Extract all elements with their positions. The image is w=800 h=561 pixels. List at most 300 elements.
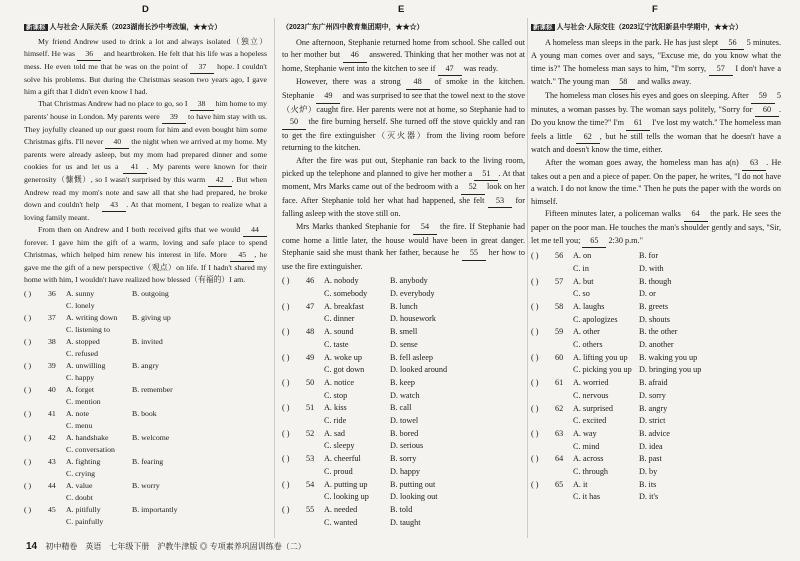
- option-c: C. ride: [324, 416, 347, 426]
- question-number: 53: [306, 454, 315, 464]
- question-row: [24, 480, 267, 492]
- option-b: B. past: [639, 454, 662, 464]
- question-row-continued: [24, 516, 267, 528]
- section-f-column: [531, 22, 781, 504]
- question-row: [282, 275, 525, 288]
- option-c: C. others: [573, 340, 603, 350]
- answer-blank: 43: [102, 199, 126, 212]
- footer-text: 初中精卷 英语 七年级下册 沪教牛津版 ◎ 专项素养巩固训练卷（二）: [45, 542, 306, 551]
- question-number: 55: [306, 504, 315, 514]
- question-row-continued: [24, 420, 267, 432]
- passage-paragraph: [282, 76, 525, 155]
- section-header: [282, 22, 525, 35]
- answer-blank: 48: [406, 76, 430, 90]
- option-c: C. it has: [573, 492, 601, 502]
- option-d: D. taught: [390, 517, 421, 527]
- answer-bracket: ( ): [282, 403, 290, 413]
- option-b: B. angry: [132, 361, 159, 370]
- question-number: 57: [555, 276, 564, 286]
- answer-bracket: ( ): [531, 378, 539, 388]
- passage-text: . My parents were known for their generosity（慷慨）, so I wasn't surprised by this warm: [24, 162, 267, 184]
- answer-bracket: ( ): [24, 337, 32, 346]
- question-row: [531, 479, 781, 492]
- option-b: B. putting out: [390, 479, 436, 489]
- section-header: [24, 22, 267, 34]
- option-c: C. happy: [66, 373, 95, 382]
- option-b: B. though: [639, 276, 672, 286]
- option-b: B. for: [639, 251, 659, 261]
- answer-bracket: ( ): [24, 409, 32, 418]
- section-source: 人与社会·人际关系（2023湖南长沙中考改编，★★☆）: [49, 24, 222, 31]
- options-list: [282, 275, 525, 529]
- question-row-continued: [531, 390, 781, 403]
- passage-text: , but he still tells the woman that he doesn't have a watch and doesn't know the time, either.: [531, 131, 781, 155]
- passage-text: the park. He sees the paper on the poor man. He touches the man's shoulder gently and says, "Sir, let me tell you;: [531, 209, 781, 245]
- question-row: [531, 453, 781, 466]
- passage-text: for falling asleep with the stove still on.: [282, 195, 525, 219]
- options-list: [24, 288, 267, 528]
- passage-text: 2:30 p.m.": [606, 235, 643, 245]
- answer-blank: 49: [316, 90, 340, 104]
- option-b: B. told: [390, 504, 413, 514]
- option-c: C. proud: [324, 466, 353, 476]
- answer-bracket: ( ): [24, 385, 32, 394]
- passage-text: However, there was a strong: [296, 77, 406, 87]
- option-a: A. nobody: [324, 276, 359, 286]
- option-c: C. crying: [66, 469, 96, 478]
- question-number: 51: [306, 403, 315, 413]
- question-row: [24, 504, 267, 516]
- course-tag: 新课标: [533, 24, 553, 31]
- answer-bracket: ( ): [531, 479, 539, 489]
- answer-blank: 46: [343, 49, 367, 63]
- option-c: C. somebody: [324, 288, 368, 298]
- question-row-continued: [282, 491, 525, 504]
- option-a: A. surprised: [573, 403, 614, 413]
- question-number: 59: [555, 327, 564, 337]
- option-a: A. cheerful: [324, 454, 361, 464]
- question-row: [24, 408, 267, 420]
- section-d-letter: D: [142, 4, 149, 15]
- passage-text: After the fire was put out, Stephanie ran back to the living room, picked up the telephone and planned to give her mother a: [282, 155, 525, 178]
- option-b: B. keep: [390, 377, 416, 387]
- option-b: B. remember: [132, 385, 173, 394]
- option-a: A. sunny: [66, 289, 95, 298]
- answer-blank: 38: [190, 98, 214, 111]
- question-number: 41: [48, 409, 56, 418]
- option-c: C. sleepy: [324, 441, 355, 451]
- option-c: C. doubt: [66, 493, 93, 502]
- answer-bracket: ( ): [24, 289, 32, 298]
- answer-blank: 39: [162, 111, 186, 124]
- passage-text: Fifteen minutes later, a policeman walks: [545, 209, 684, 219]
- answer-blank: 40: [105, 136, 129, 149]
- answer-bracket: ( ): [282, 454, 290, 464]
- option-b: B. angry: [639, 403, 668, 413]
- answer-bracket: ( ): [24, 457, 32, 466]
- passage-text: , he gave me the gift of a new perspective（观点）on life. If I hadn't shared my home with him, I wouldn't have realized how blessed（有福的）I am.: [24, 250, 267, 284]
- answer-blank: 55: [462, 247, 486, 261]
- option-d: D. or: [639, 289, 656, 299]
- option-d: D. everybody: [390, 288, 435, 298]
- option-c: C. so: [573, 289, 590, 299]
- option-b: B. afraid: [639, 378, 668, 388]
- option-a: A. breakfast: [324, 301, 365, 311]
- answer-blank: 54: [413, 221, 437, 235]
- question-row-continued: [282, 415, 525, 428]
- passage-paragraph: [531, 90, 781, 157]
- option-a: A. on: [573, 251, 592, 261]
- passage-text: From then on Andrew and I both received gifts that we would: [38, 225, 243, 234]
- answer-blank: 41: [123, 161, 147, 174]
- option-c: C. conversation: [66, 445, 115, 454]
- option-d: D. watch: [390, 390, 420, 400]
- answer-blank: 60: [755, 104, 779, 118]
- question-row-continued: [24, 396, 267, 408]
- page-number: 14: [26, 541, 38, 552]
- question-row: [531, 250, 781, 263]
- question-number: 62: [555, 403, 564, 413]
- question-row-continued: [282, 517, 525, 530]
- option-a: A. notice: [324, 377, 355, 387]
- question-row-continued: [531, 466, 781, 479]
- option-a: A. value: [66, 481, 93, 490]
- option-a: A. across: [573, 454, 604, 464]
- option-a: A. note: [66, 409, 89, 418]
- section-f-letter: F: [652, 4, 658, 15]
- passage-text: and heartbroken. He felt that his life was a hopeless mess. He even told me that he was on the point of: [24, 49, 268, 71]
- option-d: D. another: [639, 340, 674, 350]
- question-row: [531, 428, 781, 441]
- answer-bracket: ( ): [282, 276, 290, 286]
- question-row-continued: [24, 300, 267, 312]
- answer-blank: 36: [77, 48, 101, 61]
- option-b: B. the other: [639, 327, 678, 337]
- option-a: A. sound: [324, 327, 354, 337]
- question-row-continued: [531, 314, 781, 327]
- passage-text: the fire burning herself. She turned off the stove quickly and ran to get the fire extinguisher（灭火器）from the living room before returning to the kitchen.: [282, 117, 525, 153]
- question-row-continued: [531, 288, 781, 301]
- question-row: [24, 456, 267, 468]
- option-b: B. its: [639, 479, 657, 489]
- option-b: B. giving up: [132, 313, 171, 322]
- question-row-continued: [282, 440, 525, 453]
- question-number: 65: [555, 479, 564, 489]
- answer-blank: 57: [709, 63, 733, 77]
- column-divider: [527, 18, 528, 538]
- question-row-continued: [282, 364, 525, 377]
- passage-text: 5 minutes. A young man comes over and says, "Excuse me, do you know what the time is?" The homeless man says to him, "I'm sorry,: [531, 37, 781, 73]
- question-row: [531, 352, 781, 365]
- question-row: [24, 360, 267, 372]
- option-d: D. sorry: [639, 390, 666, 400]
- option-a: A. kiss: [324, 403, 347, 413]
- question-row-continued: [282, 339, 525, 352]
- question-number: 58: [555, 301, 564, 311]
- option-d: D. looking out: [390, 492, 438, 502]
- question-number: 54: [306, 479, 315, 489]
- passage-text: I've lost my watch." The homeless man feels a little: [531, 118, 781, 141]
- question-row-continued: [24, 444, 267, 456]
- option-c: C. wanted: [324, 517, 358, 527]
- option-b: B. advice: [639, 428, 670, 438]
- section-source: （2023广东广州四中教育集团期中，★★☆）: [282, 24, 424, 31]
- option-d: D. housework: [390, 314, 436, 324]
- answer-blank: 44: [243, 224, 267, 237]
- passage-text: the fire. If Stephanie had come home a little later, the house would have been in great danger. Stephanie said she must thank her father, because he: [282, 221, 525, 258]
- option-a: A. way: [573, 428, 597, 438]
- answer-bracket: ( ): [531, 301, 539, 311]
- answer-bracket: ( ): [531, 251, 539, 261]
- question-row: [531, 403, 781, 416]
- question-row-continued: [282, 390, 525, 403]
- option-d: D. bringing you up: [639, 365, 702, 375]
- option-a: A. laughs: [573, 301, 605, 311]
- question-number: 36: [48, 289, 56, 298]
- question-row-continued: [531, 415, 781, 428]
- option-b: B. invited: [132, 337, 163, 346]
- section-source: 人与社会·人际交往（2023辽宁沈阳新县中学期中，★★☆）: [556, 24, 743, 31]
- question-row-continued: [531, 364, 781, 377]
- question-row: [531, 276, 781, 289]
- option-b: B. outgoing: [132, 289, 169, 298]
- question-row: [282, 428, 525, 441]
- question-number: 50: [306, 377, 315, 387]
- question-number: 49: [306, 352, 315, 362]
- answer-blank: 37: [190, 61, 214, 74]
- answer-blank: 63: [742, 157, 766, 171]
- answer-blank: 65: [582, 235, 606, 249]
- option-d: D. strict: [639, 416, 666, 426]
- question-row-continued: [282, 313, 525, 326]
- question-row: [531, 326, 781, 339]
- question-number: 43: [48, 457, 56, 466]
- answer-bracket: ( ): [531, 327, 539, 337]
- answer-bracket: ( ): [282, 504, 290, 514]
- question-row-continued: [24, 324, 267, 336]
- option-a: A. handshake: [66, 433, 109, 442]
- option-a: A. pitifully: [66, 505, 101, 514]
- option-a: A. stopped: [66, 337, 100, 346]
- passage-text: A homeless man sleeps in the park. He has just slept: [545, 37, 721, 47]
- option-b: B. fearing: [132, 457, 164, 466]
- option-c: C. in: [573, 263, 589, 273]
- answer-blank: 53: [488, 195, 512, 209]
- passage-text: . At that moment, Mrs Marks came out of the bedroom with a: [282, 168, 526, 192]
- option-c: C. mind: [573, 441, 600, 451]
- answer-blank: 42: [208, 174, 232, 187]
- option-d: D. towel: [390, 416, 419, 426]
- answer-bracket: ( ): [24, 361, 32, 370]
- option-c: C. got down: [324, 365, 365, 375]
- question-row: [24, 336, 267, 348]
- option-c: C. looking up: [324, 492, 369, 502]
- passage-text: to have him stay with us. They joyfully cleaned up our guest room for him and even bought him some Christmas gifts. I'll never: [24, 112, 267, 146]
- passage-text: . Do you know the time?" I'm: [531, 104, 781, 128]
- section-header: [531, 22, 781, 35]
- option-a: A. writing down: [66, 313, 118, 322]
- option-c: C. listening to: [66, 325, 110, 334]
- question-number: 60: [555, 352, 564, 362]
- option-d: D. happy: [390, 466, 421, 476]
- question-row-continued: [531, 263, 781, 276]
- option-c: C. refused: [66, 349, 99, 358]
- answer-bracket: ( ): [531, 403, 539, 413]
- answer-blank: 58: [611, 76, 635, 90]
- answer-blank: 64: [684, 208, 708, 222]
- answer-blank: 52: [461, 181, 485, 195]
- answer-blank: 62: [576, 131, 600, 145]
- passage-text: answered. Thinking that her mother was not at home, Stephanie went into the kitchen to see if: [282, 50, 525, 73]
- option-b: B. book: [132, 409, 157, 418]
- option-c: C. nervous: [573, 390, 609, 400]
- question-number: 44: [48, 481, 56, 490]
- option-c: C. excited: [573, 416, 607, 426]
- answer-bracket: ( ): [24, 481, 32, 490]
- question-number: 42: [48, 433, 56, 442]
- answer-bracket: ( ): [531, 428, 539, 438]
- option-a: A. it: [573, 479, 588, 489]
- answer-bracket: ( ): [282, 377, 290, 387]
- question-row-continued: [24, 372, 267, 384]
- answer-blank: 56: [720, 37, 744, 51]
- question-number: 63: [555, 428, 564, 438]
- question-number: 47: [306, 301, 315, 311]
- option-a: A. lifting you up: [573, 352, 628, 362]
- passage-text: him home to my parents' house in London. My parents were: [24, 99, 267, 121]
- passage-paragraph: [24, 98, 267, 224]
- passage-text: look on her face. After Stephanie told her what had happened, she felt: [282, 182, 525, 205]
- option-a: A. other: [573, 327, 600, 337]
- passage-text: After the woman goes away, the homeless man has a(n): [545, 157, 743, 167]
- option-c: C. painfully: [66, 517, 104, 526]
- option-c: C. apologizes: [573, 314, 618, 324]
- question-number: 38: [48, 337, 56, 346]
- option-b: B. waking you up: [639, 352, 698, 362]
- option-b: B. sorry: [390, 454, 417, 464]
- question-row-continued: [282, 288, 525, 301]
- answer-bracket: ( ): [531, 276, 539, 286]
- column-divider: [274, 18, 275, 538]
- answer-bracket: ( ): [282, 301, 290, 311]
- passage-text: . He takes out a pen and a piece of paper. On the paper, he writes, "I do not have a watch. I do not know the time." Then he puts the paper with the words on himself.: [531, 157, 782, 206]
- passage-paragraph: [282, 221, 525, 273]
- passage-text: That Christmas Andrew had no place to go, so I: [38, 99, 190, 108]
- question-number: 45: [48, 505, 56, 514]
- question-number: 52: [306, 428, 315, 438]
- passage-text: I don't have a watch." The young man: [531, 63, 781, 87]
- option-a: A. putting up: [324, 479, 368, 489]
- answer-bracket: ( ): [282, 479, 290, 489]
- answer-blank: 50: [282, 116, 306, 130]
- option-b: B. fell asleep: [390, 352, 433, 362]
- question-row-continued: [282, 466, 525, 479]
- option-a: A. woke up: [324, 352, 362, 362]
- option-d: D. serious: [390, 441, 424, 451]
- passage-text: The homeless man closes his eyes and goes on sleeping. After: [545, 90, 751, 100]
- page-footer: [26, 541, 306, 552]
- answer-blank: 61: [626, 117, 650, 131]
- question-row-continued: [24, 492, 267, 504]
- question-number: 56: [555, 251, 564, 261]
- option-b: B. greets: [639, 301, 669, 311]
- option-b: B. welcome: [132, 433, 170, 442]
- question-row-continued: [24, 348, 267, 360]
- question-row: [24, 288, 267, 300]
- question-row: [24, 432, 267, 444]
- option-d: D. sense: [390, 339, 418, 349]
- section-d-column: [24, 22, 267, 528]
- option-c: C. menu: [66, 421, 93, 430]
- answer-bracket: ( ): [24, 433, 32, 442]
- question-number: 64: [555, 454, 564, 464]
- option-d: D. with: [639, 263, 664, 273]
- question-row: [282, 479, 525, 492]
- passage-text: her how to use the fire extinguisher.: [282, 248, 525, 271]
- option-d: D. by: [639, 467, 658, 477]
- option-b: B. importantly: [132, 505, 178, 514]
- option-c: C. taste: [324, 339, 349, 349]
- passage-text: hope. I couldn't solve his problems. But during the Christmas season two years ago, I gave him a gift that I didn't even know I had.: [24, 62, 267, 96]
- option-a: A. but: [573, 276, 594, 286]
- option-d: D. idea: [639, 441, 663, 451]
- option-b: B. lunch: [390, 301, 418, 311]
- option-d: D. shouts: [639, 314, 670, 324]
- answer-bracket: ( ): [24, 505, 32, 514]
- question-row: [24, 312, 267, 324]
- question-row: [282, 504, 525, 517]
- passage-text: . But when Andrew read my mom's note and saw all that she had prepared, he broke down and couldn't help: [24, 175, 267, 209]
- option-b: B. worry: [132, 481, 160, 490]
- question-row: [531, 377, 781, 390]
- question-number: 61: [555, 378, 564, 388]
- passage-paragraph: [24, 36, 267, 98]
- option-b: B. bored: [390, 428, 419, 438]
- section-e-letter: E: [398, 4, 405, 15]
- question-row: [531, 301, 781, 314]
- option-d: D. looked around: [390, 365, 448, 375]
- answer-blank: 59: [751, 90, 775, 104]
- passage-text: the night when we arrived at my home. My parents were already asleep, but my mom had prepared dinner and some cookies for us and let us a: [24, 137, 267, 171]
- question-number: 48: [306, 327, 315, 337]
- question-number: 39: [48, 361, 56, 370]
- passage-text: forever. I gave him the gift of a warm, loving and safe place to spend Christmas, which helped him renew his interest in life. More: [24, 238, 267, 259]
- question-row: [282, 301, 525, 314]
- section-e-column: [282, 22, 525, 529]
- answer-bracket: ( ): [282, 428, 290, 438]
- option-d: D. it's: [639, 492, 659, 502]
- option-c: C. picking you up: [573, 365, 632, 375]
- option-c: C. stop: [324, 390, 348, 400]
- passage-paragraph: [282, 155, 525, 221]
- question-row-continued: [531, 491, 781, 504]
- passage-paragraph: [24, 224, 267, 286]
- option-a: A. unwilling: [66, 361, 106, 370]
- question-row: [282, 377, 525, 390]
- option-c: C. dinner: [324, 314, 355, 324]
- answer-blank: 45: [230, 249, 254, 262]
- passage-text: One afternoon, Stephanie returned home from school. She called out to her mother but: [282, 37, 525, 60]
- passage-text: and walks away.: [635, 77, 692, 87]
- answer-bracket: ( ): [282, 352, 290, 362]
- passage-paragraph: [282, 37, 525, 77]
- passage-paragraph: [531, 157, 781, 208]
- options-list: [531, 250, 781, 504]
- question-number: 37: [48, 313, 56, 322]
- option-c: C. lonely: [66, 301, 95, 310]
- option-a: A. needed: [324, 504, 358, 514]
- passage-text: and was surprised to see that the towel next to the stove（火炉）caught fire. Her parents were not at home, so Stephanie had to: [282, 90, 525, 114]
